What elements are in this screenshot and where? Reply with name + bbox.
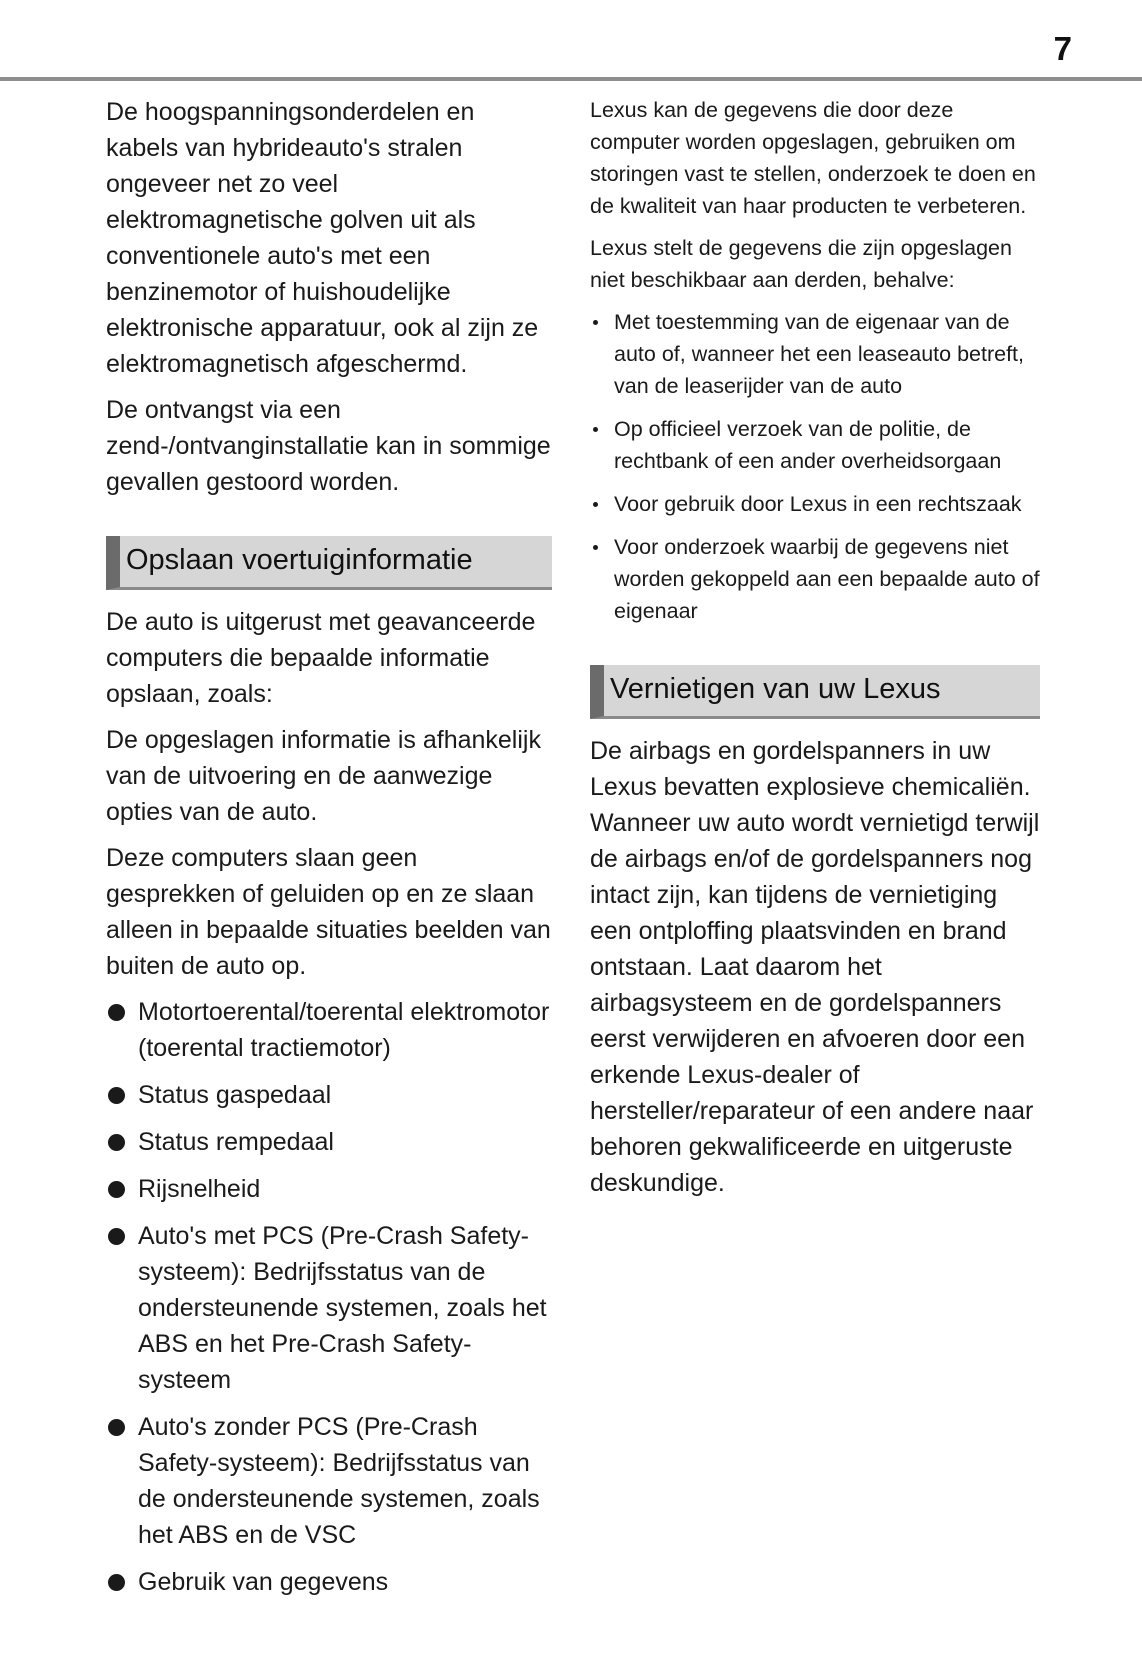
bullet-dot-icon — [593, 545, 598, 550]
list-item — [106, 1409, 552, 1553]
list-item — [590, 488, 1040, 520]
bullet-dot-icon — [108, 1574, 125, 1591]
list-item-text: Status gaspedaal — [138, 1081, 332, 1109]
list-item-text: Voor gebruik door Lexus in een rechtszaak — [614, 492, 1022, 516]
list-item-text: Rijsnelheid — [138, 1175, 261, 1203]
list-item — [106, 994, 552, 1066]
list-item-text: Gebruik van gegevens — [138, 1568, 389, 1596]
list-item — [106, 1171, 552, 1207]
bullet-dot-icon — [593, 427, 598, 432]
body-paragraph: Deze computers slaan geen gesprekken of geluiden op en ze slaan alleen in bepaalde situaties beelden van buiten de auto op. — [106, 844, 551, 980]
bullet-dot-icon — [593, 320, 598, 325]
list-item-text: Voor onderzoek waarbij de gegevens niet worden gekoppeld aan een bepaalde auto of eigenaar — [614, 535, 1040, 623]
list-item-text: Motortoerental/toerental elektromotor (toerental tractiemotor) — [138, 998, 550, 1062]
section-heading-opslaan: Opslaan voertuiginformatie — [106, 536, 552, 590]
intro-paragraph: De hoogspanningsonderdelen en kabels van hybrideauto's stralen ongeveer net zo veel elektromagnetische golven uit als conventionele auto's met een benzinemotor of huishoudelijke elektronische apparatuur, ook al zijn ze elektromagnetisch afgeschermd. — [106, 98, 539, 378]
page-number: 7 — [1053, 30, 1072, 67]
list-item — [590, 531, 1040, 627]
list-item — [106, 1124, 552, 1160]
section-heading-vernietigen: Vernietigen van uw Lexus — [590, 665, 1040, 719]
right-column — [590, 94, 1040, 1211]
list-item-text: Status rempedaal — [138, 1128, 334, 1156]
exceptions-list — [590, 306, 1040, 627]
list-item — [106, 1077, 552, 1113]
list-item-text: Auto's zonder PCS (Pre-Crash Safety-systeem): Bedrijfsstatus van de ondersteunende systemen, zoals het ABS en de VSC — [138, 1413, 540, 1549]
bullet-dot-icon — [108, 1134, 125, 1151]
list-item-text: Met toestemming van de eigenaar van de auto of, wanneer het een leaseauto betreft, van de leaserijder van de auto — [614, 310, 1024, 398]
list-item — [590, 413, 1040, 477]
bullet-dot-icon — [108, 1181, 125, 1198]
bullet-dot-icon — [593, 502, 598, 507]
list-item — [106, 1218, 552, 1398]
body-paragraph: De auto is uitgerust met geavanceerde computers die bepaalde informatie opslaan, zoals: — [106, 608, 536, 708]
body-paragraph: Lexus kan de gegevens die door deze computer worden opgeslagen, gebruiken om storingen vast te stellen, onderzoek te doen en de kwaliteit van haar producten te verbeteren. — [590, 98, 1036, 218]
list-item — [590, 306, 1040, 402]
intro-paragraph: De ontvangst via een zend-/ontvanginstallatie kan in sommige gevallen gestoord worden. — [106, 396, 551, 496]
left-column — [106, 94, 552, 1611]
bullet-dot-icon — [108, 1419, 125, 1436]
list-item-text: Op officieel verzoek van de politie, de rechtbank of een ander overheidsorgaan — [614, 417, 1002, 473]
header-divider — [0, 77, 1142, 81]
stored-info-list — [106, 994, 552, 1600]
bullet-dot-icon — [108, 1004, 125, 1021]
body-paragraph: Lexus stelt de gegevens die zijn opgeslagen niet beschikbaar aan derden, behalve: — [590, 236, 1012, 292]
bullet-dot-icon — [108, 1228, 125, 1245]
list-item — [106, 1564, 552, 1600]
bullet-dot-icon — [108, 1087, 125, 1104]
list-item-text: Auto's met PCS (Pre-Crash Safety-systeem): Bedrijfsstatus van de ondersteunende systemen, zoals het ABS en het Pre-Crash Safety-systeem — [138, 1222, 547, 1394]
body-paragraph: De opgeslagen informatie is afhankelijk van de uitvoering en de aanwezige opties van de auto. — [106, 726, 541, 826]
body-paragraph: De airbags en gordelspanners in uw Lexus bevatten explosieve chemicaliën. Wanneer uw auto wordt vernietigd terwijl de airbags en/of de gordelspanners nog intact zijn, kan tijdens de vernietiging een ontploffing plaatsvinden en brand ontstaan. Laat daarom het airbagsysteem en de gordelspanners eerst verwijderen en afvoeren door een erkende Lexus-dealer of hersteller/reparateur of een andere naar behoren gekwalificeerde en uitgeruste deskundige. — [590, 737, 1040, 1197]
